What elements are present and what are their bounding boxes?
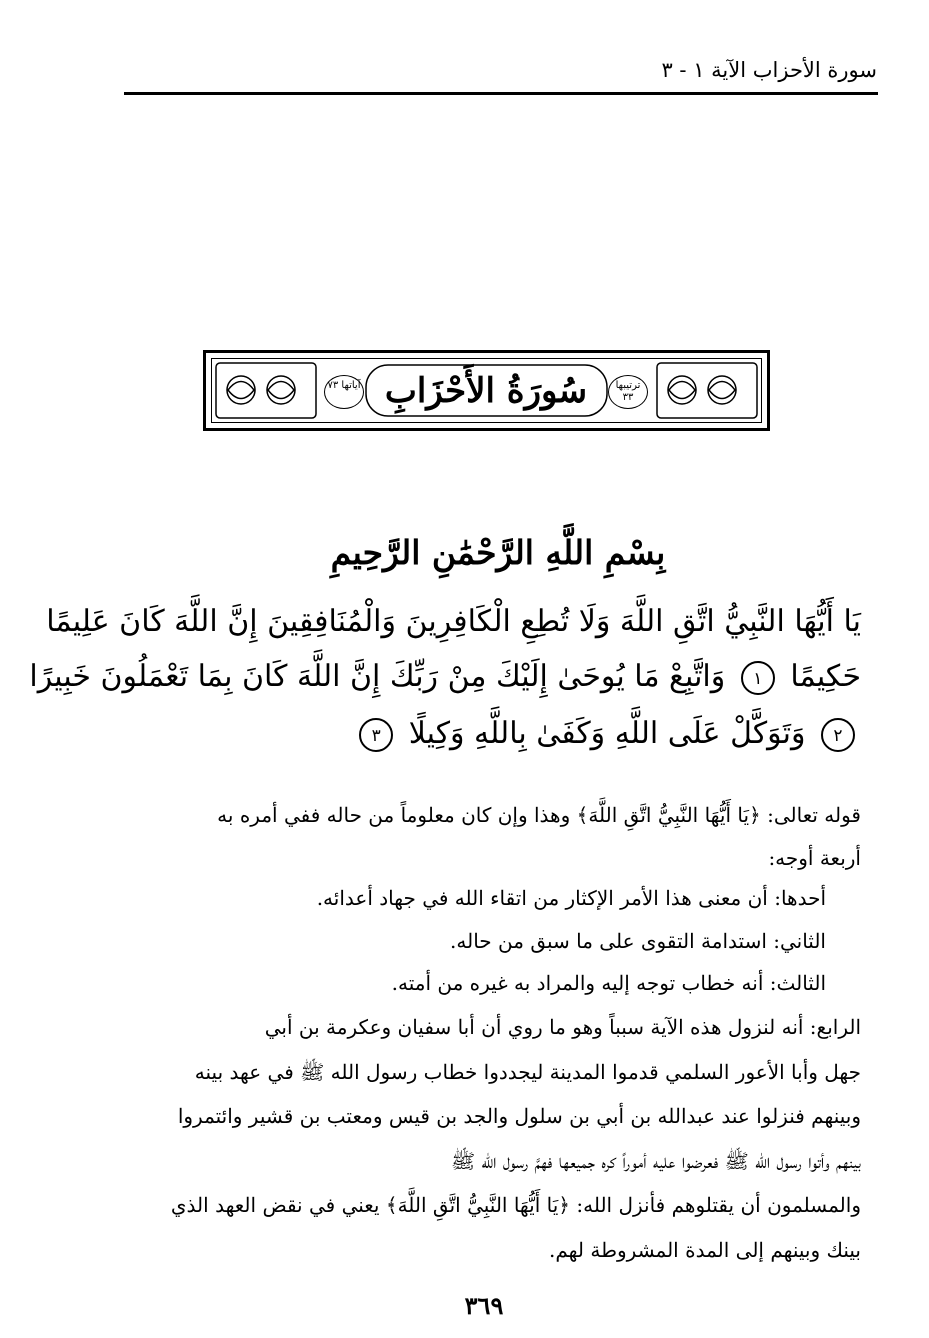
header-rule (124, 92, 878, 95)
commentary-line: بينك وبينهم إلى المدة المشروطة لهم. (549, 1238, 861, 1262)
verse-text: يَا أَيُّهَا النَّبِيُّ اتَّقِ اللَّهَ وَلَا تُطِعِ الْكَافِرِينَ وَالْمُنَافِقِينَ إِنَّ اللَّهَ كَانَ عَلِيمًا (46, 604, 861, 639)
commentary-line: الرابع: أنه لنزول هذه الآية سبباً وهو ما روي أن أبا سفيان وعكرمة بن أبي (264, 1015, 861, 1039)
commentary-line: أحدها: أن معنى هذا الأمر الإكثار من اتقاء الله في جهاد أعدائه. (316, 886, 826, 910)
surah-banner (203, 350, 770, 431)
verse-text: وَتَوَكَّلْ عَلَى اللَّهِ وَكَفَىٰ بِاللَّهِ وَكِيلًا (408, 716, 806, 751)
verse-line (46, 600, 861, 644)
commentary-line: وبينهم فنزلوا عند عبدالله بن أبي بن سلول والجد بن قيس ومعتب بن قشير وائتمروا (177, 1104, 861, 1128)
verse-text: وَاتَّبِعْ مَا يُوحَىٰ إِلَيْكَ مِنْ رَبِّكَ إِنَّ اللَّهَ كَانَ بِمَا تَعْمَلُونَ خَبِيرًا (29, 659, 726, 694)
verse-number-marker: ٢ (821, 718, 855, 752)
commentary-line: جهل وأبا الأعور السلمي قدموا المدينة ليجددوا خطاب رسول الله ﷺ في عهد بينه (194, 1060, 861, 1084)
surah-order-badge: ترتيبها ٣٣ (608, 375, 648, 409)
verse-count-badge: آياتها ٧٣ (324, 375, 364, 409)
page-number: ٣٦٩ (464, 1291, 504, 1320)
commentary-line: بينهم وأتوا رسول الله ﷺ فعرضوا عليه أموراً كره جميعها فهمَّ رسول الله ﷺ (451, 1149, 861, 1173)
commentary-line: قوله تعالى: ﴿يَا أَيُّهَا النَّبِيُّ اتَّقِ اللَّهَ﴾ وهذا وإن كان معلوماً من حاله ففي أمره به (217, 803, 861, 827)
commentary-line: الثالث: أنه خطاب توجه إليه والمراد به غيره من أمته. (391, 971, 826, 995)
basmala: بِسْمِ اللَّهِ الرَّحْمَٰنِ الرَّحِيمِ (330, 533, 666, 572)
surah-title: سُورَةُ الأَحْزَابِ (384, 371, 588, 411)
commentary-line: أربعة أوجه: (768, 846, 861, 870)
verse-line (353, 712, 861, 756)
verse-number-marker: ١ (741, 661, 775, 695)
verse-line (29, 655, 861, 699)
commentary-line: والمسلمون أن يقتلوهم فأنزل الله: ﴿يَا أَيُّهَا النَّبِيُّ اتَّقِ اللَّهَ﴾ يعني في نقض العهد الذي (170, 1193, 861, 1217)
commentary-line: الثاني: استدامة التقوى على ما سبق من حاله. (450, 929, 826, 953)
running-header: سورة الأحزاب الآية ١ - ٣ (661, 58, 877, 82)
verse-text: حَكِيمًا (790, 659, 861, 694)
verse-number-marker: ٣ (359, 718, 393, 752)
